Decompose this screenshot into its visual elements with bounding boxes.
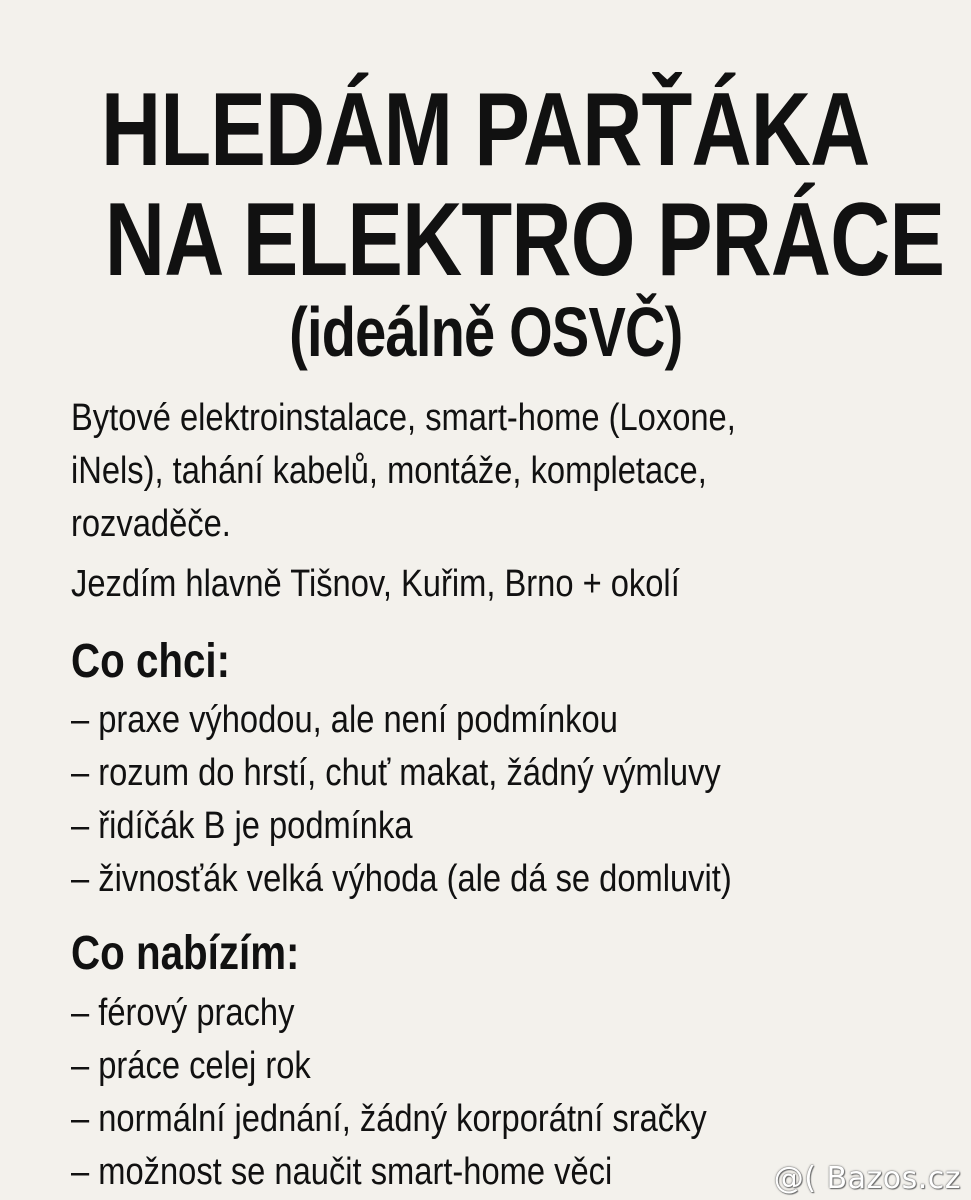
intro-line-2: iNels), tahání kabelů, montáže, kompletace, — [71, 450, 707, 492]
headline-subtitle: (ideálně OSVČ) — [288, 293, 683, 371]
intro-line-3: rozvaděče. — [71, 503, 231, 545]
list-item: – práce celej rok — [71, 1045, 311, 1087]
list-item: – rozum do hrstí, chuť makat, žádný výmluvy — [71, 752, 721, 794]
list-item: – praxe výhodou, ale není podmínkou — [71, 699, 618, 741]
bazos-watermark: @( Bazos.cz — [773, 1161, 961, 1196]
list-item: – řidíčák B je podmínka — [71, 805, 413, 847]
offers-list — [71, 987, 707, 1199]
location-text: Jezdím hlavně Tišnov, Kuřim, Brno + okolí — [71, 563, 680, 605]
wants-heading: Co chci: — [71, 635, 231, 688]
intro-paragraph — [71, 392, 736, 551]
list-item: – živnosťák velká výhoda (ale dá se domluvit) — [71, 858, 732, 900]
intro-line-1: Bytové elektroinstalace, smart-home (Loxone, — [71, 397, 736, 439]
wants-list — [71, 694, 732, 906]
list-item: – férový prachy — [71, 992, 295, 1034]
headline-line-1: HLEDÁM PARŤÁKA — [101, 72, 870, 188]
offers-heading: Co nabízím: — [71, 927, 300, 980]
list-item: – možnost se naučit smart-home věci — [71, 1151, 613, 1193]
list-item: – normální jednání, žádný korporátní sračky — [71, 1098, 707, 1140]
headline-line-2: NA ELEKTRO PRÁCE — [104, 182, 945, 298]
